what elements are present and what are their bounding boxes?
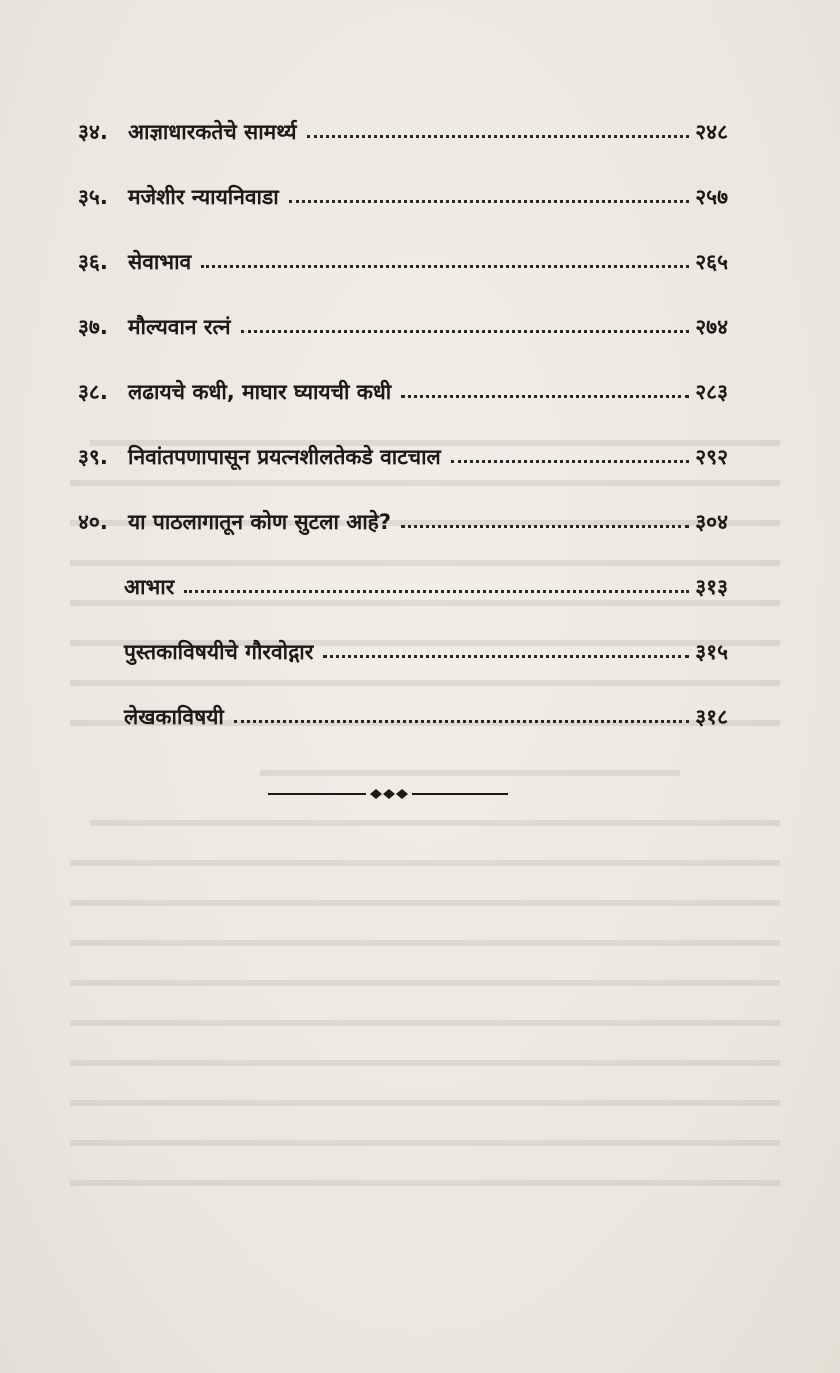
toc-entry-page: २९२ (695, 445, 728, 469)
toc-entry-title: पुस्तकाविषयीचे गौरवोद्गार (124, 640, 314, 664)
toc-entry-number: ३५. (78, 185, 108, 209)
dot-leader (323, 655, 689, 658)
toc-entry-page: २५७ (695, 185, 728, 209)
toc-entry-number: ३९. (78, 445, 108, 469)
dot-leader (289, 200, 690, 203)
toc-entry (78, 688, 728, 728)
toc-entry (78, 363, 728, 403)
toc-entry-page: २८३ (695, 380, 728, 404)
toc-entry (78, 103, 728, 143)
toc-entry-number: ३६. (78, 250, 108, 274)
toc-entry-number: ३७. (78, 315, 108, 339)
toc-entry (78, 233, 728, 273)
toc-entry (78, 168, 728, 208)
toc-entry-number: ३८. (78, 380, 108, 404)
toc-entry (78, 558, 728, 598)
toc-entry-number: ३४. (78, 120, 108, 144)
dot-leader (401, 395, 689, 398)
toc-entry (78, 428, 728, 468)
toc-entry-page: ३१८ (695, 705, 728, 729)
toc-entry-number: ४०. (78, 510, 108, 534)
toc-entry-page: २७४ (695, 315, 728, 339)
toc-entry-title: या पाठलागातून कोण सुटला आहे? (128, 510, 391, 534)
toc-entry-title: निवांतपणापासून प्रयत्नशीलतेकडे वाटचाल (128, 445, 441, 469)
toc-entry-title: आभार (124, 575, 175, 599)
dot-leader (201, 265, 689, 268)
toc-entry-title: मौल्यवान रत्नं (128, 315, 231, 339)
dot-leader (184, 590, 689, 593)
dot-leader (241, 330, 690, 333)
toc-entry (78, 493, 728, 533)
toc-entry-page: ३१५ (695, 640, 728, 664)
toc-entry-title: सेवाभाव (128, 250, 192, 274)
toc-entry-title: लढायचे कधी, माघार घ्यायची कधी (128, 380, 392, 404)
toc-entry-title: लेखकाविषयी (124, 705, 224, 729)
toc-entry (78, 623, 728, 663)
dot-leader (451, 460, 689, 463)
toc-entry-page: ३१३ (695, 575, 728, 599)
toc-entry-page: २६५ (695, 250, 728, 274)
toc-entry-page: ३०४ (695, 510, 728, 534)
section-divider-ornament (268, 784, 508, 804)
toc-entry (78, 298, 728, 338)
toc-entry-page: २४८ (695, 120, 728, 144)
dot-leader (401, 525, 689, 528)
dot-leader (307, 135, 690, 138)
dot-leader (234, 720, 689, 723)
toc-entry-title: आज्ञाधारकतेचे सामर्थ्य (128, 120, 297, 144)
toc-entry-title: मजेशीर न्यायनिवाडा (128, 185, 279, 209)
